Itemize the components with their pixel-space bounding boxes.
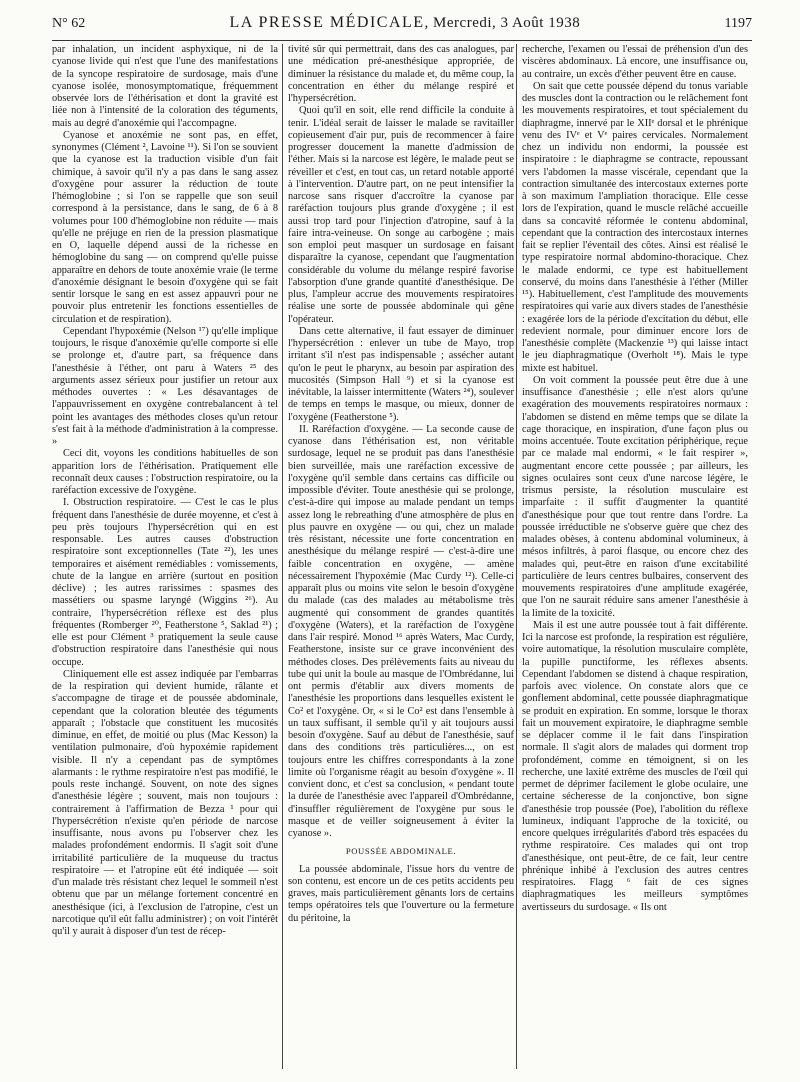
paragraph: tivité sûr qui permettrait, dans des cas analogues, par une médication pré-anesthésique appropriée, de diminuer la résistance du malade et, du même coup, la concentration en éther du mélange respiré et l'hypersécrétion.: [288, 44, 514, 104]
column-divider: [282, 44, 283, 1069]
paragraph: Cyanose et anoxémie ne sont pas, en effet, synonymes (Clément ², Lavoine ¹¹). Si l'on se souvient que la cyanose est la traduction visible d'un fait chimique, à savoir qu'il n'y a pas dans le sang assez d'oxygène pour assurer la réduction de toute l'hémoglobine ; si l'on se rappelle que son seuil correspond à la persistance, dans le sang, de 6 à 8 volumes pour 100 d'hémoglobine non réduite — mais qu'elle ne préjuge en rien de la pression plasmatique en O, laquelle dépend aussi de la richesse en hémoglobine du sang — on comprend qu'elle puisse apparaître en dehors de toute anoxémie vraie (le terme d'anoxémie désignant le besoin d'oxygène qui se fait sentir lorsque le sang en est assez appauvri pour ne pouvoir plus entretenir les fonctions essentielles de circulation et de respiration).: [52, 129, 278, 325]
paragraph: recherche, l'examen ou l'essai de préhension d'un des viscères abdominaux. Là encore, une insuffisance ou, au contraire, un excès d'éther peuvent être en cause.: [522, 44, 748, 80]
paragraph: La poussée abdominale, l'issue hors du ventre de son contenu, est encore un de ces petits accidents peu graves, mais particulièrement gênants lors de certains temps opératoires tels que l'ouverture ou la fermeture du péritoine, la: [288, 863, 514, 924]
publication-title: LA PRESSE MÉDICALE: [229, 14, 425, 31]
text-column-1: [52, 44, 278, 1074]
paragraph: Cliniquement elle est assez indiquée par l'embarras de la respiration qui devient humide, râlante et s'accompagne de tirage et de poussée abdominale, cependant que la coloration bleutée des téguments apparaît ; l'obstacle que constituent les mucosités diminue, en effet, de moitié ou plus (Mac Kesson) la ventilation pulmonaire, d'où hypoxémie rapidement visible. Il n'y a cependant pas de symptômes alarmants : le rythme respiratoire n'est pas modifié, le pouls reste inchangé. Souvent, on note des signes d'anesthésie légère ; souvent, mais non toujours : contrairement à l'affirmation de Bezza ¹ pour qui l'hypersécrétion n'existe qu'en période de narcose insuffisante, nous avons pu l'observer chez les malades profondément endormis. Il s'agit soit d'une irritabilité particulière de la muqueuse du tractus respiratoire — et l'atropine eût été indiquée — soit d'un malade très résistant chez lequel le sommeil n'est obtenu que par un mélange fortement concentré en anesthésique (ici, à l'exclusion de l'atropine, c'est un narcotique qu'il eût fallu administrer) ; on voit l'intérêt qu'il y aurait à disposer d'un test de récep-: [52, 668, 278, 937]
paragraph: Cependant l'hypoxémie (Nelson ¹⁷) qu'elle implique toujours, le risque d'anoxémie qu'elle comporte si elle se prolonge et, d'autre part, sa fréquence dans l'anesthésie à l'éther, ont paru à Waters ²⁵ des arguments assez sérieux pour justifier un retour aux méthodes ouvertes : « Les désavantages de l'appauvrissement en oxygène contrebalancent à tel point les avantages des méthodes closes qu'un retour s'est fait à la méthode d'administration à la compresse. »: [52, 325, 278, 447]
paragraph: I. Obstruction respiratoire. — C'est le cas le plus fréquent dans l'anesthésie de durée moyenne, et c'est à peu près toujours l'hypersécrétion qui en est responsable. Les autres causes d'obstruction respiratoire sont exceptionnelles (Tate ²²), les unes temporaires et aisément remédiables : vomissements, chute de la langue en arrière (surtout en position déclive) ; les autres rarissimes : spasmes des massétiers ou spasme laryngé (Wiggins ²⁶). Au contraire, l'hypersécrétion réflexe est des plus fréquentes (Romberger ²⁰, Featherstone ⁵, Saklad ²¹) ; elle est pour Clément ³ pratiquement la seule cause d'obstruction respiratoire dans l'anesthésie qui nous occupe.: [52, 497, 278, 668]
paragraph: Ceci dit, voyons les conditions habituelles de son apparition lors de l'éthérisation. Pratiquement elle reconnaît deux causes : l'obstruction respiratoire, ou la raréfaction excessive de l'oxygène.: [52, 448, 278, 496]
paragraph: Mais il est une autre poussée tout à fait différente. Ici la narcose est profonde, la respiration est régulière, voire automatique, la résolution musculaire complète, la pupille punctiforme, les réflexes absents. Cependant l'abdomen se distend à chaque respiration, parfois avec violence. On constate alors que ce gonflement abdominal, cette poussée diaphragmatique se produit en expiration. En somme, lorsque le thorax fait un mouvement expiratoire, le diaphragme semble se déplacer comme il le fait dans l'inspiration normale. Il s'agit alors de malades qui dorment trop profondément, comme en témoignent, si on les recherche, une laxité extrême des muscles de l'œil qui permet de déprimer facilement le globe oculaire, une certaine sécheresse de la conjonctive, bon signe d'anesthésie trop poussée (Poe), l'abolition du réflexe lumineux, indiquant l'approche de la toxicité, ou encore quelques irrégularités d'abord très espacées du rythme respiratoire. Ces malades qui ont trop d'anesthésique, ont peut-être, de ce fait, leur centre phrénique inhibé à l'exclusion des autres centres respiratoires. Flagg ⁶ fait de ces signes diaphragmatiques les meilleurs symptômes avertisseurs du surdosage. « Ils ont: [522, 619, 748, 913]
section-heading: POUSSÉE ABDOMINALE.: [345, 846, 457, 857]
paragraph: On voit comment la poussée peut être due à une insuffisance d'anesthésie ; elle n'est alors qu'une exagération des mouvements respiratoires normaux : l'abdomen se distend en même temps que se dilate la cage thoracique, en inspiration, d'une façon plus ou moins accentuée. Toute excitation périphérique, reçue par ce malade mal endormi, « le fait respirer », augmentant encore cette poussée ; par ailleurs, les signes oculaires sont ceux d'une narcose légère, le trismus persiste, la résolution musculaire est imparfaite : il suffit d'augmenter la quantité d'anesthésique pour que tout rentre dans l'ordre. La poussée irréductible ne s'observe guère que chez des malades obèses, à contenu abdominal volumineux, à mésos infiltrés, à paroi flasque, ou encore chez des malades qui, peut-être en raison d'une excitabilité particulière de leurs centres bulbaires, conservent des mouvements respiratoires d'une amplitude exagérée, que l'on ne saurait réduire sans amener l'anesthésie à la limite de la toxicité.: [522, 374, 748, 619]
paragraph: Dans cette alternative, il faut essayer de diminuer l'hypersécrétion : enlever un tube de Mayo, trop irritant s'il n'est pas indispensable ; assécher autant qu'on le peut le pharynx, au besoin par aspiration des mucosités (Simpson Hall ⁹) et si la cyanose est inévitable, la laisser intermittente (Waters ²⁴), soulever de temps en temps le masque, ou mieux, donner de l'oxygène (Featherstone ⁵).: [288, 325, 514, 423]
publication-line: LA PRESSE MÉDICALE, Mercredi, 3 Août 1938: [229, 14, 581, 31]
text-column-3: [522, 44, 748, 1074]
page-header: [52, 14, 752, 41]
paragraph: II. Raréfaction d'oxygène. — La seconde cause de cyanose dans l'éthérisation est, non véritable surdosage, lequel ne se produit pas dans l'anesthésie bien surveillée, mais une raréfaction excessive de l'oxygène qu'il semble dans certains cas difficile ou impossible d'éviter. Toute anesthésie qui se prolonge, c'est-à-dire qui impose au malade pendant un temps assez long le rebreathing d'une atmosphère de plus en plus pauvre en oxygène — ou qui, chez un malade très résistant, nécessite une forte concentration en anesthésique du mélange respiré — c'est-à-dire une faible concentration en oxygène, — amène nécessairement l'hypoxémie (Mac Curdy ¹²). Celle-ci apparaît plus ou moins vite selon le besoin d'oxygène du malade (cas des malades au métabolisme très augmenté qui consomment de grandes quantités d'oxygène (Waters), et la raréfaction de l'oxygène dans l'air respiré. Monod ¹⁶ après Waters, Mac Curdy, Featherstone, insiste sur ce grave inconvénient des méthodes closes. Des prélèvements faits au niveau du tube qui unit la boule au masque de l'Ombrédanne, lui ont permis d'établir aux divers moments de l'anesthésie les proportions dans lesquelles existent le Co² et l'oxygène. Or, « si le Co² est dans l'ensemble à un taux suffisant, il semble qu'il y ait toujours aussi besoin d'oxygène. Sauf au début de l'anesthésie, sauf dans des conditions très particulières..., on est toujours entre les chiffres correspondants à la zone limite où l'organisme réagit au besoin d'oxygène ». Il convient donc, et c'est sa conclusion, « pendant toute la durée de l'anesthésie avec l'appareil d'Ombrédanne, d'insuffler régulièrement de l'oxygène pur sous le masque et de veiller soigneusement à éviter la cyanose ».: [288, 423, 514, 839]
issue-number: N° 62: [52, 16, 86, 31]
paragraph: On sait que cette poussée dépend du tonus variable des muscles dont la contraction ou le relâchement font les mouvements respiratoires, et tout spécialement du diaphragme, innervé par le XIIᵉ dorsal et le phrénique venu des IVᵉ et Vᵉ paires cervicales. Normalement chez un individu non endormi, la poussée est inspiratoire : le diaphragme se contracte, repoussant vers l'abdomen la masse viscérale, cependant que la contraction simultanée des intercostaux externes porte à son maximum l'ampliation thoracique. Elle cesse lors de l'expiration, quand le muscle relâché accueille dans sa concavité réformée le contenu abdominal, cependant que la contraction des intercostaux internes fait se replier l'éventail des côtes. Ainsi est réalisé le type respiratoire normal abdomino-thoracique. Chez le malade endormi, ce type est habituellement conservé, du moins dans l'anesthésie à l'éther (Miller ¹⁵). Habituellement, c'est l'amplitude des mouvements respiratoires qui varie aux divers stades de l'anesthésie : exagérée lors de la période d'excitation du début, elle redevient normale, pour diminuer encore lors de l'anesthésie complète (Mackenzie ¹³) qui laisse intact le jeu diaphragmatique (Overholt ¹⁸). Mais le type mixte est habituel.: [522, 80, 748, 374]
paragraph: par inhalation, un incident asphyxique, ni de la cyanose livide qui n'est que l'une des manifestations de la syncope respiratoire de surdosage, mais d'une cyanose isolée, monosymptomatique, fréquemment observée lors de l'éthérisation et dont la gravité est liée non à l'intensité de la coloration des téguments, mais au degré d'anoxémie qui l'accompagne.: [52, 44, 278, 129]
issue-date: Mercredi, 3 Août 1938: [433, 15, 581, 31]
paragraph: Quoi qu'il en soit, elle rend difficile la conduite à tenir. L'idéal serait de laisser le malade se ravitailler copieusement d'air pur, puis de recommencer à faire progresser doucement la manette d'admission de l'éther. Mais si la narcose est légère, le malade peut se réveiller et c'est, en tout cas, un retard notable apporté à l'intervention. D'autre part, on ne peut intensifier la narcose sans risquer d'accroître la cyanose par raréfaction toujours plus grande d'oxygène ; il est aussi trop tard pour l'injection d'atropine, sauf à la faire intra-veineuse. On songe au carbogène ; mais son emploi peut masquer un surdosage en faisant disparaître la cyanose, cependant que l'augmentation considérable du volume du mélange respiré favorise l'absorption d'une grande quantité d'anesthésique. De plus, l'ampleur accrue des mouvements respiratoires réalise une sorte de poussée abdominale qui gêne l'opérateur.: [288, 105, 514, 325]
text-column-2: [288, 44, 514, 1074]
column-divider: [516, 44, 517, 1069]
page-number: 1197: [724, 16, 752, 31]
